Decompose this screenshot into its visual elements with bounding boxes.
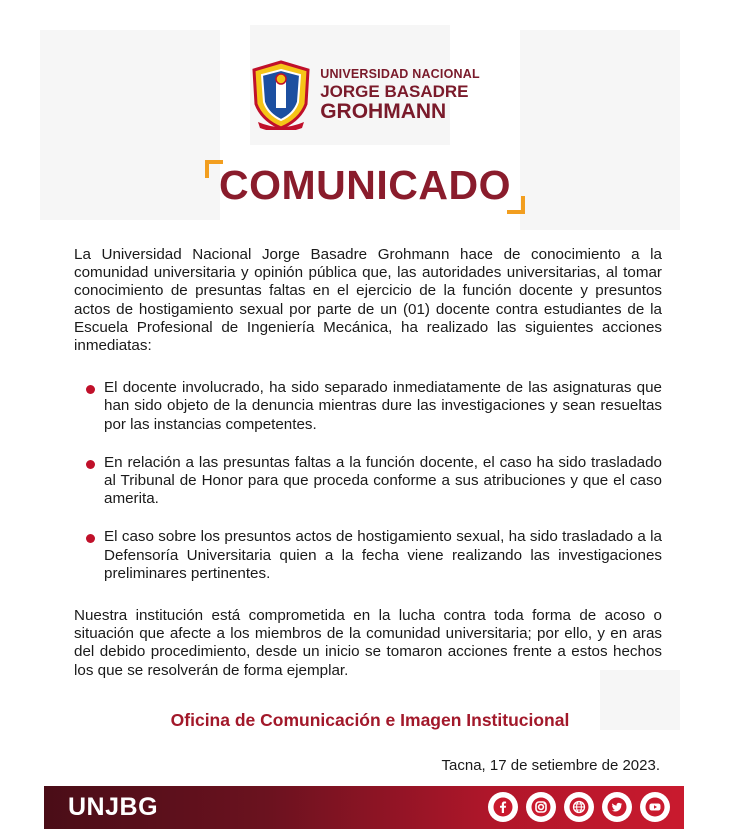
bracket-bottom-right (507, 196, 525, 214)
bracket-top-left (205, 160, 223, 178)
bullet-dot (86, 385, 95, 394)
action-item-text: El caso sobre los presuntos actos de hostigamiento sexual, ha sido trasladado a la Defensoría Universitaria quien a la fecha viene realizando las investigaciones preliminares pertinentes. (104, 528, 662, 582)
university-name-line1: UNIVERSIDAD NACIONAL (320, 67, 480, 82)
university-crest-logo (250, 60, 312, 130)
youtube-icon (645, 797, 665, 817)
university-header (0, 58, 730, 132)
web-globe-icon (569, 797, 589, 817)
page-title: COMUNICADO (219, 162, 511, 208)
instagram-link[interactable] (526, 792, 556, 822)
bullet-dot (86, 534, 95, 543)
action-item (74, 528, 662, 583)
instagram-icon (531, 797, 551, 817)
footer-brand: UNJBG (68, 793, 159, 821)
youtube-link[interactable] (640, 792, 670, 822)
action-item (74, 379, 662, 434)
social-links (488, 792, 670, 822)
university-name (320, 68, 480, 122)
intro-paragraph: La Universidad Nacional Jorge Basadre Grohmann hace de conocimiento a la comunidad universitaria y opinión pública que, las autoridades universitarias, al tomar conocimiento de presuntas faltas en el ejercicio de la función docente y presuntos actos de hostigamiento sexual por parte de un (01) docente contra estudiantes de la Escuela Profesional de Ingeniería Mecánica, ha realizado las siguientes acciones inmediatas: (74, 246, 662, 355)
twitter-link[interactable] (602, 792, 632, 822)
twitter-icon (607, 797, 627, 817)
communique-body (74, 246, 662, 680)
footer-bar (44, 786, 684, 829)
actions-list (74, 379, 662, 583)
closing-paragraph: Nuestra institución está comprometida en la lucha contra toda forma de acoso o situación que afecte a los miembros de la comunidad universitaria; por ello, y en aras del debido procedimiento, desde un inicio se tomaron acciones frente a estos hechos los que se resolverán de forma ejemplar. (74, 607, 662, 679)
document-date: Tacna, 17 de setiembre de 2023. (441, 757, 660, 774)
website-link[interactable] (564, 792, 594, 822)
facebook-link[interactable] (488, 792, 518, 822)
facebook-icon (493, 797, 513, 817)
action-item (74, 454, 662, 509)
bullet-dot (86, 460, 95, 469)
action-item-text: El docente involucrado, ha sido separado inmediatamente de las asignaturas que han sido objeto de la denuncia mientras dure las investigaciones y sean resueltas por las instancias competentes. (104, 379, 662, 433)
title-block (0, 156, 730, 216)
action-item-text: En relación a las presuntas faltas a la función docente, el caso ha sido trasladado al Tribunal de Honor para que proceda conforme a sus atribuciones y que el caso amerita. (104, 453, 662, 508)
signature-office: Oficina de Comunicación e Imagen Institucional (170, 710, 570, 730)
university-name-line3: GROHMANN (320, 99, 447, 123)
university-name-line2: JORGE BASADRE (320, 81, 469, 101)
